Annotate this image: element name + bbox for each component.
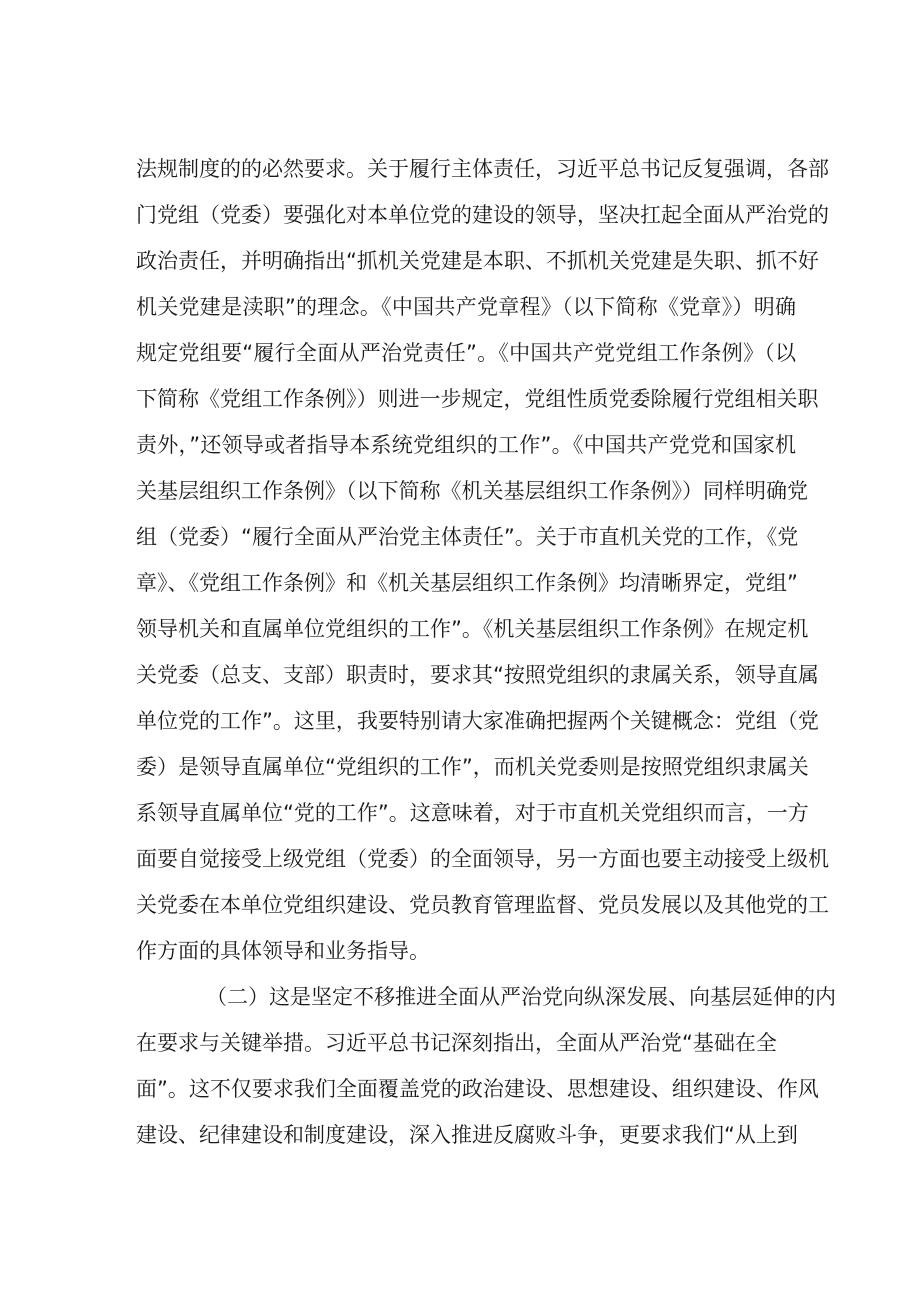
text-line: 作方面的具体领导和业务指导。: [136, 939, 430, 963]
text-line: 建设、纪律建设和制度建设，深入推进反腐败斗争，更要求我们“从上到: [136, 1123, 798, 1147]
text-line: 关党委在本单位党组织建设、党员教育管理监督、党员发展以及其他党的工: [136, 893, 829, 917]
text-line: 组（党委）“履行全面从严治党主体责任”。关于市直机关党的工作，《党: [136, 525, 799, 549]
text-line: 政治责任，并明确指出“抓机关党建是本职、不抓机关党建是失职、抓不好: [136, 249, 819, 273]
text-line: 系领导直属单位“党的工作”。这意味着，对于市直机关党组织而言，一方: [136, 801, 809, 825]
text-line: 关基层组织工作条例》（以下简称《机关基层组织工作条例》）同样明确党: [136, 479, 808, 503]
text-line: 门党组（党委）要强化对本单位党的建设的领导，坚决扛起全面从严治党的: [136, 203, 829, 227]
text-line: 机关党建是渎职”的理念。《中国共产党章程》（以下简称《党章》）明确: [136, 295, 796, 319]
text-line: 责外，”还领导或者指导本系统党组织的工作”。《中国共产党党和国家机: [136, 433, 796, 457]
text-line: 法规制度的的必然要求。关于履行主体责任，习近平总书记反复强调，各部: [136, 157, 829, 181]
text-line: 在要求与关键举措。习近平总书记深刻指出，全面从严治党“基础在全: [136, 1031, 777, 1055]
text-line: 下简称《党组工作条例》）则进一步规定，党组性质党委除履行党组相关职: [136, 387, 819, 411]
text-line: 关党委（总支、支部）职责时，要求其“按照党组织的隶属关系，领导直属: [136, 663, 819, 687]
text-line: 单位党的工作”。这里，我要特别请大家准确把握两个关键概念：党组（党: [136, 709, 819, 733]
text-line: 委）是领导直属单位“党组织的工作”，而机关党委则是按照党组织隶属关: [136, 755, 809, 779]
paragraph-heading-line: （二）这是坚定不移推进全面从严治党向纵深发展、向基层延伸的内: [206, 985, 836, 1009]
text-line: 规定党组要“履行全面从严治党责任”。《中国共产党党组工作条例》（以: [136, 341, 796, 365]
text-line: 领导机关和直属单位党组织的工作”。《机关基层组织工作条例》在规定机: [136, 617, 809, 641]
text-line: 章》、《党组工作条例》和《机关基层组织工作条例》均清晰界定，党组”: [136, 571, 798, 595]
text-line: 面要自觉接受上级党组（党委）的全面领导，另一方面也要主动接受上级机: [136, 847, 829, 871]
text-line: 面”。这不仅要求我们全面覆盖党的政治建设、思想建设、组织建设、作风: [136, 1077, 819, 1101]
